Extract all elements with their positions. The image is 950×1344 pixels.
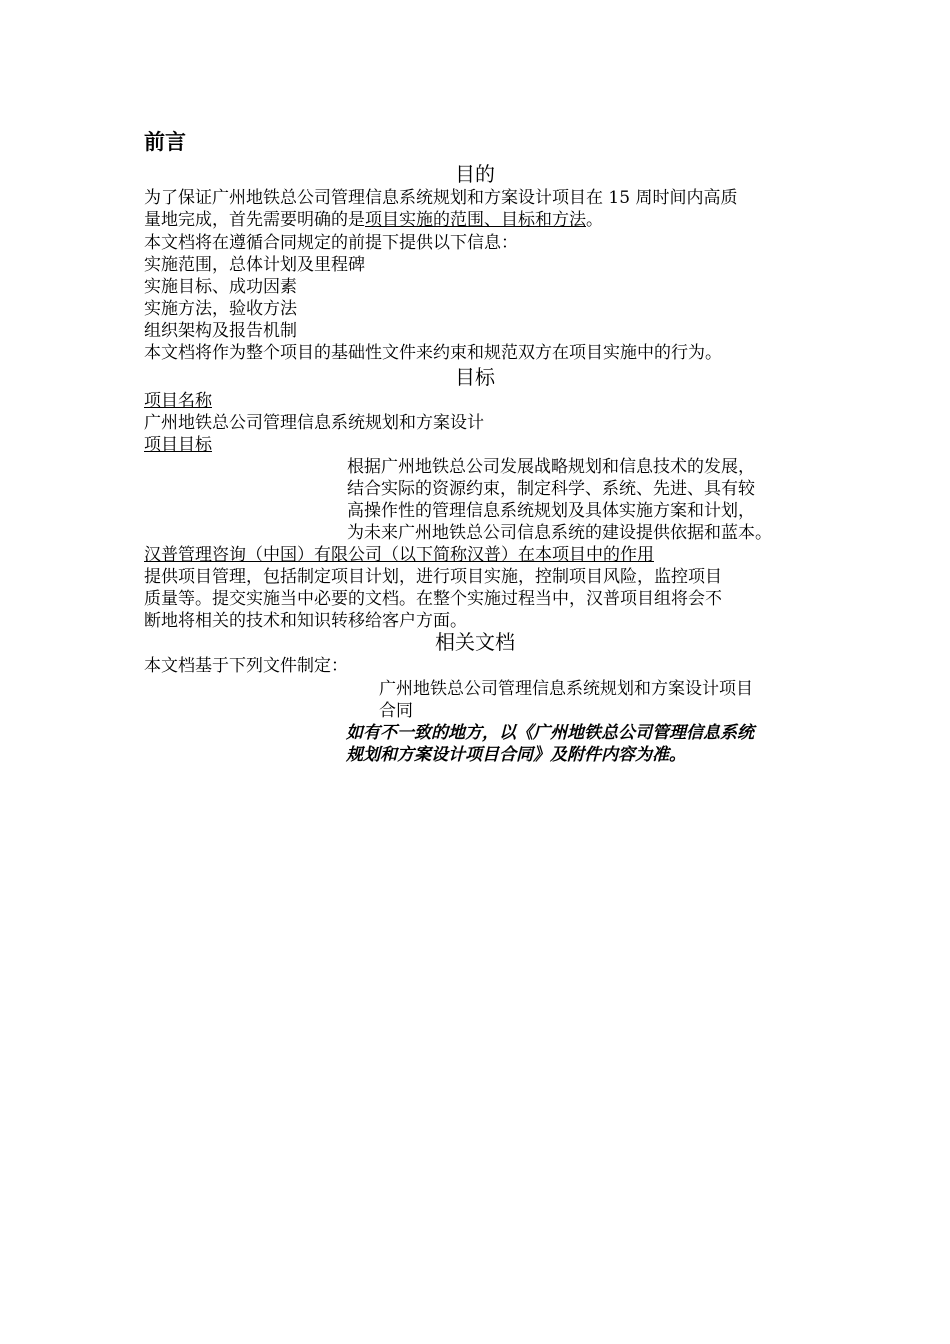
project-name-value: 广州地铁总公司管理信息系统规划和方案设计	[144, 413, 484, 433]
project-name-label: 项目名称	[144, 391, 212, 411]
purpose-list-item: 实施方法，验收方法	[144, 299, 297, 319]
purpose-intro: 本文档将在遵循合同规定的前提下提供以下信息：	[144, 233, 518, 253]
hanpu-role-line: 提供项目管理，包括制定项目计划，进行项目实施，控制项目风险，监控项目	[144, 567, 722, 587]
section-title-related-docs: 相关文档	[435, 630, 515, 654]
purpose-list-item: 实施范围，总体计划及里程碑	[144, 255, 365, 275]
related-doc-line: 合同	[379, 701, 413, 721]
section-title-goal: 目标	[455, 365, 495, 389]
hanpu-role-label: 汉普管理咨询（中国）有限公司（以下简称汉普）在本项目中的作用	[144, 545, 654, 565]
hanpu-role-line: 断地将相关的技术和知识转移给客户方面。	[144, 611, 467, 631]
project-goal-line: 根据广州地铁总公司发展战略规划和信息技术的发展，	[347, 457, 755, 477]
purpose-text-end: 。	[586, 210, 603, 230]
related-doc-line: 广州地铁总公司管理信息系统规划和方案设计项目	[379, 679, 753, 699]
project-goal-line: 高操作性的管理信息系统规划及具体实施方案和计划，	[347, 501, 755, 521]
page-heading: 前言	[144, 130, 186, 154]
purpose-paragraph-line-2	[144, 209, 603, 231]
purpose-list-item: 实施目标、成功因素	[144, 277, 297, 297]
purpose-closing: 本文档将作为整个项目的基础性文件来约束和规范双方在项目实施中的行为。	[144, 343, 722, 363]
purpose-list-item: 组织架构及报告机制	[144, 321, 297, 341]
purpose-paragraph-line-1: 为了保证广州地铁总公司管理信息系统规划和方案设计项目在 15 周时间内高质	[144, 188, 738, 208]
project-goal-line: 结合实际的资源约束，制定科学、系统、先进、具有较	[347, 479, 755, 499]
precedence-note-line: 如有不一致的地方，以《广州地铁总公司管理信息系统	[346, 723, 754, 743]
scope-goal-method-link: 项目实施的范围、目标和方法	[365, 210, 586, 230]
related-docs-intro: 本文档基于下列文件制定：	[144, 656, 348, 676]
project-goal-label: 项目目标	[144, 435, 212, 455]
hanpu-role-line: 质量等。提交实施当中必要的文档。在整个实施过程当中，汉普项目组将会不	[144, 589, 722, 609]
precedence-note-line: 规划和方案设计项目合同》及附件内容为准。	[346, 745, 686, 765]
project-goal-line: 为未来广州地铁总公司信息系统的建设提供依据和蓝本。	[347, 523, 772, 543]
section-title-purpose: 目的	[455, 162, 495, 186]
purpose-text: 量地完成，首先需要明确的是	[144, 210, 365, 230]
